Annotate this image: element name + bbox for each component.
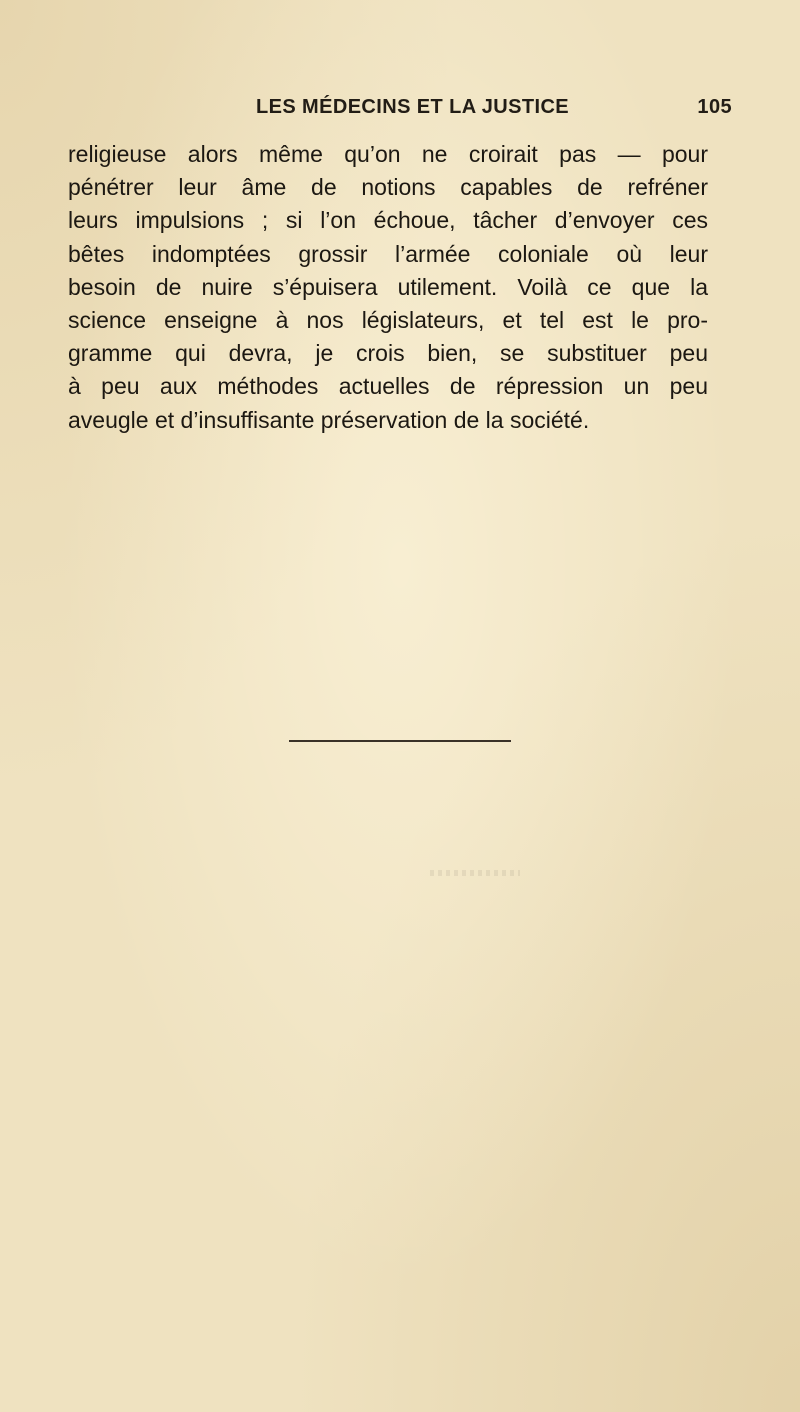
running-title: LES MÉDECINS ET LA JUSTICE (256, 96, 570, 118)
text-line: besoin de nuire s’épuisera utilement. Voilà ce que la (68, 273, 708, 300)
text-line: aveugle et d’insuffisante préservation de la société. (68, 406, 590, 433)
page-number: 105 (697, 96, 732, 118)
text-line: leurs impulsions ; si l’on échoue, tâcher d’envoyer ces (68, 207, 708, 234)
section-end-rule (289, 740, 511, 742)
text-line: à peu aux méthodes actuelles de répression un peu (68, 373, 708, 400)
body-paragraph (68, 138, 708, 437)
paper-smudge (430, 870, 520, 876)
text-line: bêtes indomptées grossir l’armée coloniale où leur (68, 240, 708, 267)
text-line: science enseigne à nos législateurs, et tel est le pro- (68, 306, 708, 333)
text-line: religieuse alors même qu’on ne croirait pas — pour (68, 141, 708, 167)
text-line: gramme qui devra, je crois bien, se substituer peu (68, 340, 708, 367)
running-head (256, 96, 732, 126)
text-line: pénétrer leur âme de notions capables de refréner (68, 174, 708, 201)
